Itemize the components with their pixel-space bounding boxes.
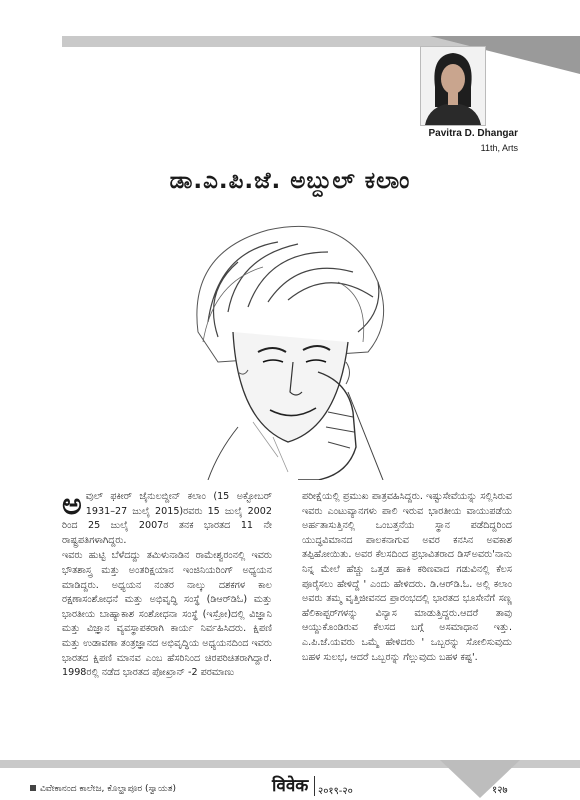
author-name: Pavitra D. Dhangar	[428, 128, 518, 139]
footer-year: २०१९-२०	[318, 786, 353, 797]
magazine-logo: विवेक	[272, 776, 315, 796]
drop-cap: ಅ	[62, 487, 82, 522]
page-number: १२७	[492, 785, 508, 796]
square-bullet-icon	[30, 785, 36, 791]
footer-college	[30, 784, 176, 794]
college-name: ವಿವೇಕಾನಂದ ಕಾಲೇಜ, ಕೊಲ್ಹಾಪೂರ (ಸ್ವಾಯತ)	[40, 784, 176, 794]
kalam-portrait-illustration	[178, 212, 398, 480]
author-class: 11th, Arts	[480, 143, 518, 153]
footer-wedge	[440, 760, 520, 798]
paragraph: ಪರೀಕ್ಷೆಯಲ್ಲಿ ಪ್ರಮುಖ ಪಾತ್ರವಹಿಸಿದ್ದರು. ಇಷ್ಟುಸೇವೆಯನ್ನು ಸಲ್ಲಿಸಿರುವ ಇವರು ಎಂಟುವ್ಯಾನಗಳು ಪಾಲಿ ಇರುವ ಭಾರತೀಯ ವಾಯುಪಡೆಯ ಅರ್ಹತಾಸುತ್ತಿನಲ್ಲಿ ಒಂಬತ್ತನೆಯ ಸ್ಥಾನ ಪಡೆದಿದ್ದರಿಂದ ಯುದ್ಧವಿಮಾನದ ಪಾಲಕನಾಗುವ ಅವರ ಕನಸಿನ ಅವಕಾಶ ತಪ್ಪಿಹೋಯಿತು. ಅವರ ಕೆಲಸದಿಂದ ಪ್ರಭಾವಿತರಾದ ಡಿಸ್‌ಅವರು'ನಾನು ನಿನ್ನ ಮೇಲೆ ಹೆಚ್ಚು ಒತ್ತಡ ಹಾಕಿ ಕಠಿಣವಾದ ಗಡುವಿನಲ್ಲಿ ಕೆಲಸ ಪೂರೈಸಲು ಹೇಳಿದ್ದೆ ' ಎಂದು ಹೇಳಿದರು. ಡಿ.ಆರ್‌ಡಿ.ಓ. ಅಲ್ಲಿ ಕಲಾಂ ಅವರು ತಮ್ಮ ವೃತ್ತಿಜೀವನದ ಪ್ರಾರಂಭದಲ್ಲಿ ಭಾರತದ ಭೂಸೇನೆಗೆ ಸಣ್ಣ ಹೆಲಿಕಾಪ್ಟರ್‌ಗಳನ್ನು ವಿನ್ಯಾಸ ಮಾಡುತ್ತಿದ್ದರು.ಆದರೆ ತಾವು ಆಯ್ದುಕೊಂಡಿರುವ ಕೆಲಸದ ಬಗ್ಗೆ ಅಸಮಾಧಾನ ಇತ್ತು. ಎ.ಪಿ.ಜೆ.ಯವರು ಒಮ್ಮೆ ಹೇಳಿದರು ' ಒಬ್ಬರನ್ನು ಸೋಲಿಸುವುದು ಬಹಳ ಸುಲಭ, ಆದರೆ ಒಬ್ಬರನ್ನು ಗೆಲ್ಲುವುದು ಬಹಳ ಕಷ್ಟ'.	[302, 491, 512, 663]
article-column-right	[302, 490, 512, 666]
paragraph: ವುಲ್ ಫಕೀರ್ ಜೈನುಲಬ್ದೀನ್ ಕಲಾಂ (15 ಅಕ್ಟೋಬರ್ 1931–27 ಜುಲೈ 2015)ರವರು 15 ಜುಲೈ 2002 ರಿಂದ 25 ಜುಲೈ 2007ರ ತನಕ ಭಾರತದ 11 ನೇ ರಾಷ್ಟ್ರಪತಿಗಳಾಗಿದ್ದರು.	[62, 491, 272, 546]
article-title: ಡಾ.ಎ.ಪಿ.ಜೆ. ಅಬ್ದುಲ್ ಕಲಾಂ	[169, 168, 411, 194]
article-column-left	[62, 487, 272, 682]
author-photo	[420, 46, 486, 126]
paragraph: ಇವರು ಹುಟ್ಟಿ ಬೆಳೆದದ್ದು ತಮಿಳುನಾಡಿನ ರಾಮೇಶ್ವರಂನಲ್ಲಿ ಇವರು ಭೌತಶಾಸ್ತ್ರ ಮತ್ತು ಅಂತರಿಕ್ಷಯಾನ ಇಂಜಿನಿಯರಿಂಗ್ ಅಧ್ಯಯನ ಮಾಡಿದ್ದರು. ಅಧ್ಯಯನ ನಂತರ ನಾಲ್ಕು ದಶಕಗಳ ಕಾಲ ರಕ್ಷಣಾಸಂಶೋಧನೆ ಮತ್ತು ಅಭಿವೃದ್ಧಿ ಸಂಸ್ಥೆ (ಡಿಆರ್‌ಡಿಓ) ಮತ್ತು ಭಾರತೀಯ ಬಾಹ್ಯಾಕಾಶ ಸಂಶೋಧನಾ ಸಂಸ್ಥೆ (ಇಸ್ರೋ)ದಲ್ಲಿ ವಿಜ್ಞಾನಿ ಮತ್ತು ವಿಜ್ಞಾನ ವ್ಯವಸ್ಥಾಪಕರಾಗಿ ಕಾರ್ಯ ನಿರ್ವಹಿಸಿದರು. ಕ್ಷಿಪಣಿ ಮತ್ತು ಉಡಾವಣಾ ತಂತ್ರಜ್ಞಾನದ ಅಭಿವೃದ್ಧಿಯ ಅಧ್ಯಯನದಿಂದ ಇವರು ಭಾರತದ ಕ್ಷಿಪಣಿ ಮಾನವ ಎಂಬ ಹೆಸರಿನಿಂದ ಚಿರಪರಿಚಿತರಾಗಿದ್ದಾರೆ. 1998ರಲ್ಲಿ ನಡೆದ ಭಾರತದ ಪೋಖ್ರಾನ್ -2 ಪರಮಾಣು	[62, 550, 272, 679]
